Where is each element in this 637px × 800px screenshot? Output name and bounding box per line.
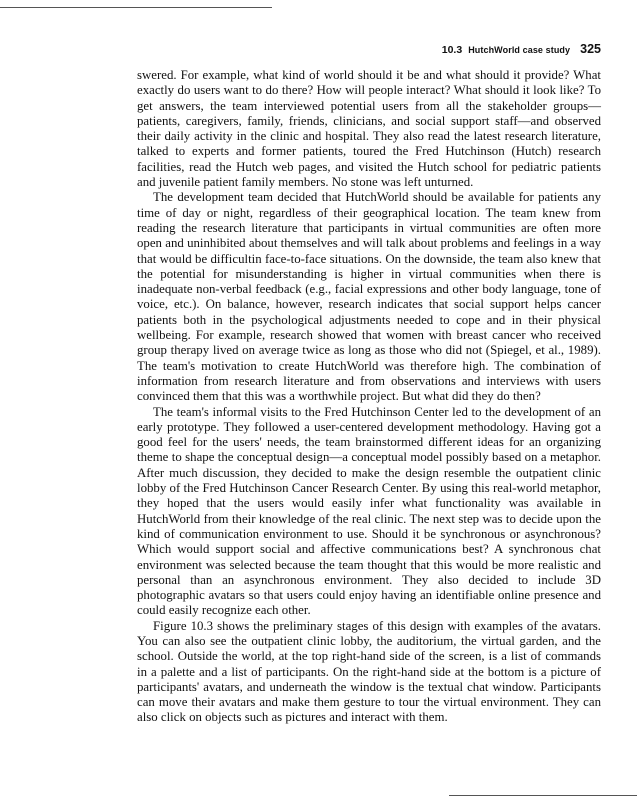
paragraph-1: swered. For example, what kind of world should it be and what should it provide? What exactly do users want to do there? How will people interact? What should it look like? To get answers, the team interviewed potential users from all the stakeholder groups—patients, caregivers, family, friends, clinicians, and social support staff—and observed their daily activity in the clinic and hospital. They also read the latest research literature, talked to experts and former patients, toured the Fred Hutchinson (Hutch) research facilities, read the Hutch web pages, and visited the Hutch school for pediatric patients and juvenile patient family members. No stone was left unturned. bbox=[137, 68, 601, 190]
top-rule bbox=[0, 7, 272, 8]
running-header bbox=[442, 42, 601, 56]
section-title: HutchWorld case study bbox=[468, 45, 571, 55]
section-number: 10.3 bbox=[441, 44, 463, 56]
page-number: 325 bbox=[580, 42, 601, 56]
bottom-rule bbox=[449, 795, 637, 796]
body-text bbox=[137, 68, 601, 726]
paragraph-3: The team's informal visits to the Fred Hutchinson Center led to the development of an early prototype. They followed a user-centered development methodology. Having got a good feel for the users' needs, the team brainstormed different ideas for an organizing theme to shape the conceptual design—a conceptual model possibly based on a metaphor. After much discussion, they decided to make the design resemble the outpatient clinic lobby of the Fred Hutchinson Cancer Research Center. By using this real-world metaphor, they hoped that the users would easily infer what functionality was available in HutchWorld from their knowledge of the real clinic. The next step was to decide upon the kind of communication environment to use. Should it be synchronous or asynchronous? Which would support social and affective communications best? A synchronous chat environment was selected because the team thought that this would be more realistic and personal than an asynchronous environment. They also decided to include 3D photographic avatars so that users could enjoy having an identifiable online presence and could easily recognize each other. bbox=[137, 404, 601, 618]
paragraph-2: The development team decided that HutchWorld should be available for patients any time of day or night, regardless of their geographical location. The team knew from reading the research literature that participants in virtual communities are often more open and uninhibited about themselves and will talk about problems and feelings in a way that would be difficultin face-to-face situations. On the downside, the team also knew that the potential for misunderstanding is higher in virtual communities when there is inadequate non-verbal feedback (e.g., facial expressions and other body language, tone of voice, etc.). On balance, however, research indicates that social support helps cancer patients both in the psychological adjustments needed to cope and in their physical wellbeing. For example, research showed that women with breast cancer who received group therapy lived on average twice as long as those who did not (Spiegel, et al., 1989). The team's motivation to create HutchWorld was therefore high. The combination of information from research literature and from observations and interviews with users convinced them that this was a worthwhile project. But what did they do then? bbox=[137, 190, 601, 404]
paragraph-4: Figure 10.3 shows the preliminary stages of this design with examples of the avatars. You can also see the outpatient clinic lobby, the auditorium, the virtual garden, and the school. Outside the world, at the top right-hand side of the screen, is a list of commands in a palette and a list of participants. On the right-hand side at the bottom is a picture of participants' avatars, and underneath the window is the textual chat window. Participants can move their avatars and make them gesture to tour the virtual environment. They can also click on objects such as pictures and interact with them. bbox=[137, 618, 601, 725]
